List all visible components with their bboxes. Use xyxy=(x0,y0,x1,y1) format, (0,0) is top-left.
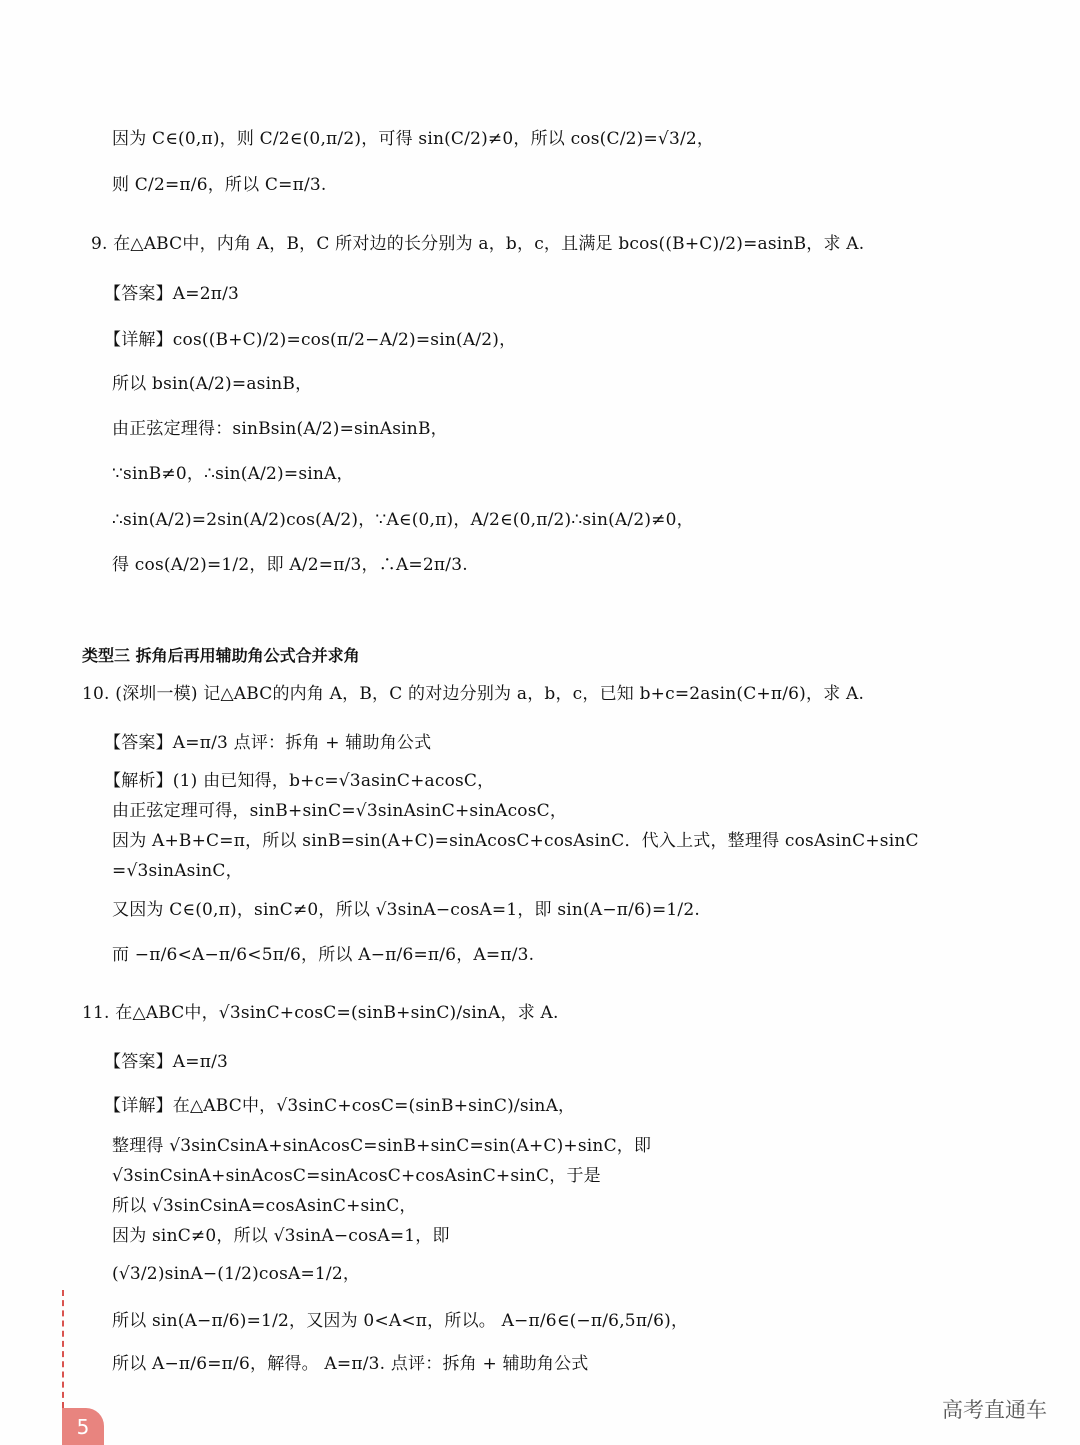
page-number-tab xyxy=(62,1408,104,1445)
answer-line: 【答案】A=2π/3 xyxy=(104,284,240,304)
problem-10-statement: 10. (深圳一模) 记△ABC的内角 A，B，C 的对边分别为 a，b，c，已知 b+c=2asin(C+π/6)，求 A. xyxy=(82,684,865,704)
text-line: 得 cos(A/2)=1/2，即 A/2=π/3，∴A=2π/3. xyxy=(112,555,468,575)
text-line: 由正弦定理得：sinBsin(A/2)=sinAsinB， xyxy=(112,419,448,439)
text-line: 因为 C∈(0,π)，则 C/2∈(0,π/2)，可得 sin(C/2)≠0，所以 cos(C/2)=√3/2， xyxy=(112,129,715,149)
text-line: 所以 bsin(A/2)=asinB， xyxy=(112,374,313,394)
text-line: (√3/2)sinA−(1/2)cosA=1/2， xyxy=(112,1264,361,1284)
text-line: 整理得 √3sinCsinA+sinAcosC=sinB+sinC=sin(A+C)+sinC，即 xyxy=(112,1136,652,1156)
text-line: 因为 A+B+C=π，所以 sinB=sin(A+C)=sinAcosC+cosAsinC．代入上式，整理得 cosAsinC+sinC xyxy=(112,831,919,851)
text-line: 因为 sinC≠0，所以 √3sinA−cosA=1，即 xyxy=(112,1226,450,1246)
text-line: 又因为 C∈(0,π)，sinC≠0，所以 √3sinA−cosA=1，即 sin(A−π/6)=1/2. xyxy=(112,900,700,920)
text-line: 则 C/2=π/6，所以 C=π/3. xyxy=(112,175,327,195)
page-margin-dashed-line xyxy=(62,1290,64,1408)
text-line: ∵sinB≠0，∴sin(A/2)=sinA， xyxy=(112,464,354,484)
watermark-text: 高考直通车 xyxy=(942,1398,1047,1422)
section-heading: 类型三 拆角后再用辅助角公式合并求角 xyxy=(82,646,360,665)
page-number: 5 xyxy=(76,1414,90,1439)
text-line: ∴sin(A/2)=2sin(A/2)cos(A/2)，∵A∈(0,π)，A/2∈(0,π/2)∴sin(A/2)≠0， xyxy=(112,510,694,530)
solution-line: 【解析】(1) 由已知得，b+c=√3asinC+acosC， xyxy=(104,771,495,791)
text-line: 所以 sin(A−π/6)=1/2，又因为 0<A<π，所以。 A−π/6∈(−π/6,5π/6)， xyxy=(112,1311,689,1331)
solution-line: 【详解】在△ABC中，√3sinC+cosC=(sinB+sinC)/sinA， xyxy=(104,1096,576,1116)
text-line: 而 −π/6<A−π/6<5π/6，所以 A−π/6=π/6，A=π/3. xyxy=(112,945,535,965)
text-line: √3sinCsinA+sinAcosC=sinAcosC+cosAsinC+sinC，于是 xyxy=(112,1166,601,1186)
text-line: =√3sinAsinC， xyxy=(112,861,243,881)
answer-line: 【答案】A=π/3 点评：拆角 + 辅助角公式 xyxy=(104,733,432,753)
text-line: 所以 A−π/6=π/6，解得。 A=π/3. 点评：拆角 + 辅助角公式 xyxy=(112,1354,589,1374)
solution-line: 【详解】cos((B+C)/2)=cos(π/2−A/2)=sin(A/2)， xyxy=(104,330,517,350)
answer-line: 【答案】A=π/3 xyxy=(104,1052,229,1072)
problem-11-statement: 11. 在△ABC中，√3sinC+cosC=(sinB+sinC)/sinA，求 A. xyxy=(82,1003,559,1023)
text-line: 所以 √3sinCsinA=cosAsinC+sinC， xyxy=(112,1196,417,1216)
text-line: 由正弦定理可得，sinB+sinC=√3sinAsinC+sinAcosC， xyxy=(112,801,568,821)
problem-9-statement: 9. 在△ABC中，内角 A，B，C 所对边的长分别为 a，b，c，且满足 bcos((B+C)/2)=asinB，求 A. xyxy=(91,234,865,254)
